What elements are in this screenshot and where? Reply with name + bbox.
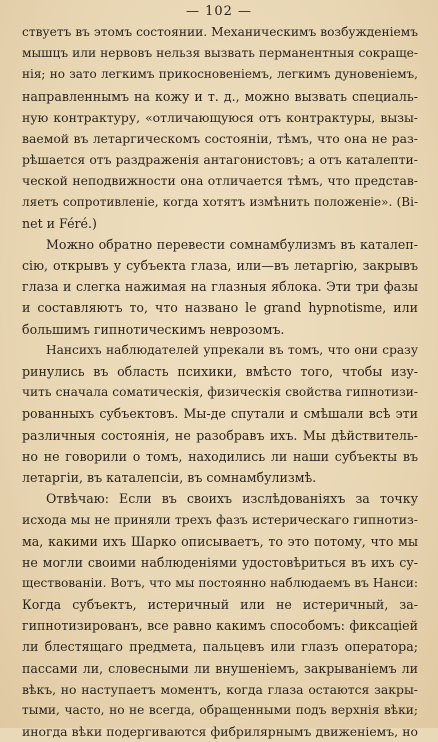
text-line: иногда вѣки подергиваются фибрилярнымъ движеніемъ, но [22,724,418,740]
text-line: ма, какими ихъ Шарко описываетъ, то это потому, что мы [22,533,418,549]
text-line: вѣкъ, но наступаетъ моментъ, когда глаза остаются закры- [22,681,418,697]
text-line: ли блестящаго предмета, пальцевъ или глазъ оператора; [22,639,418,655]
text-line: летаргіи, въ каталепсіи, въ сомнамбулизмѣ. [22,469,317,485]
text-line: гипнотизированъ, все равно какимъ способомъ: фиксаціей [22,618,418,634]
text-line: различныя состоянія, не разобравъ ихъ. Мы дѣйствитель- [22,427,418,443]
text-line: пассами ли, словесными ли внушеніемъ, закрываніемъ ли [22,660,418,676]
text-line: глаза и слегка нажимая на глазныя яблока. Эти три фазы [22,279,418,295]
text-line: ствуетъ въ этомъ состоянии. Механическимъ возбужденіемъ [22,25,418,39]
text-line: рованныхъ субъектовъ. Мы-де спутали и смѣшали всѣ эти [22,406,418,422]
text-line: net и Féré.) [22,215,97,231]
text-line: Можно обратно перевести сомнамбулизмъ въ каталеп- [46,236,418,252]
text-line: ваемой въ летаргическомъ состояніи, тѣмъ, что она не раз- [22,130,418,146]
text-line: но не говорили о томъ, находились ли наши субъекты въ [22,448,418,464]
text-line: ществованіи. Вотъ, что мы постоянно наблюдаемъ въ Нанси: [22,575,418,590]
text-line: Отвѣчаю: Если въ своихъ изслѣдованіяхъ за точку [46,491,418,507]
text-line: Нансихъ наблюдателей упрекали въ томъ, что они сразу [46,342,418,357]
text-line: исхода мы не приняли трехъ фазъ истерическаго гипнотиз- [22,512,418,528]
page-number: — 102 — [185,4,253,19]
text-line: ринулись въ область психики, вмѣсто того, чтобы изу- [22,364,418,379]
text-line: большимъ гипнотическимъ неврозомъ. [22,321,285,337]
text-line: нія; но зато легкимъ прикосновеніемъ, легкимъ дуновеніемъ, [22,67,418,82]
text-line: чить сначала соматическія, физическія свойства гипнотизи- [22,385,418,400]
text-line: направленнымъ на кожу и т. д., можно вызвать специаль- [22,88,418,104]
text-line: рѣшается отъ раздраженія антагонистовъ; а отъ каталепти- [22,152,418,168]
text-line: Когда субъектъ, истеричный или не истеричный, за- [22,597,418,613]
text-line: ляетъ сопротивленіе, когда хотятъ измѣнить положеніе». (Bi- [22,194,418,209]
text-line: и составляютъ то, что названо le grand hypnotisme, или [22,300,418,316]
body-text [22,22,418,742]
text-line: тыми, часто, но не всегда, обращенными подъ верхнія вѣки; [22,703,418,717]
text-line: мышцъ или нервовъ нельзя вызвать перманентныя сокраще- [22,46,418,61]
text-line: ную контрактуру, «отличающуюся отъ контрактуры, вызы- [22,109,418,125]
text-line: не могли своими наблюденіями удостовѣриться въ ихъ су- [22,554,418,570]
text-line: сію, открывъ у субъекта глаза, или—въ летаргію, закрывъ [22,258,418,274]
text-line: ческой неподвижности она отличается тѣмъ, что представ- [22,173,418,189]
